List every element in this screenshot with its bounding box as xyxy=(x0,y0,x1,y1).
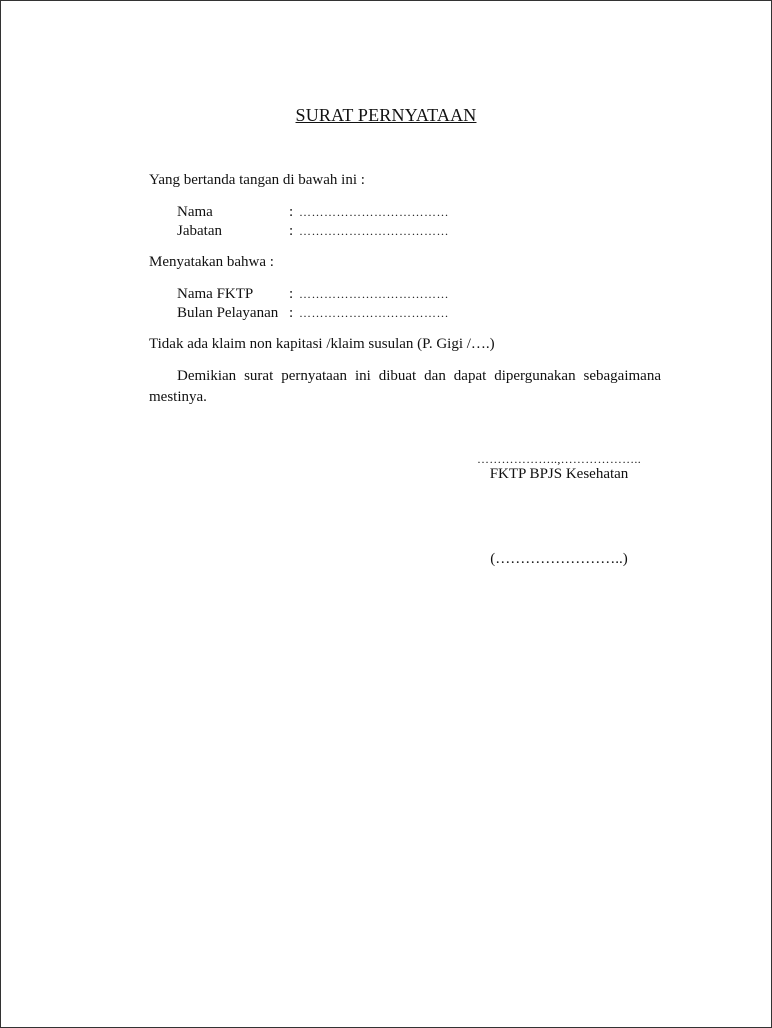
signature-organization: FKTP BPJS Kesehatan xyxy=(489,466,629,482)
signature-place-date: ………………..,……………….. xyxy=(476,452,642,466)
field-colon: : xyxy=(289,223,294,239)
field-colon: : xyxy=(289,204,294,220)
field-label: Nama xyxy=(177,204,213,220)
closing-paragraph: Demikian surat pernyataan ini dibuat dan dapat dipergunakan sebagaimana mestinya. xyxy=(149,368,661,405)
field-label: Nama FKTP xyxy=(177,286,254,302)
field-label: Bulan Pelayanan xyxy=(177,305,279,321)
field-label: Jabatan xyxy=(177,223,222,239)
field-blank: ……………………………… xyxy=(299,306,449,320)
field-bulan-pelayanan xyxy=(177,305,449,322)
field-blank: ……………………………… xyxy=(299,205,449,219)
field-jabatan xyxy=(177,223,449,240)
field-nama-fktp xyxy=(177,286,449,303)
field-colon: : xyxy=(289,286,294,302)
intro-text: Yang bertanda tangan di bawah ini : xyxy=(149,172,365,188)
field-nama xyxy=(177,204,449,221)
statement-text: Tidak ada klaim non kapitasi /klaim susulan (P. Gigi /….) xyxy=(149,336,495,352)
signature-name-placeholder: (……………………..) xyxy=(490,551,628,567)
declare-heading: Menyatakan bahwa : xyxy=(149,254,274,270)
field-colon: : xyxy=(289,305,294,321)
field-blank: ……………………………… xyxy=(299,224,449,238)
document-title: SURAT PERNYATAAN xyxy=(295,105,477,125)
field-blank: ……………………………… xyxy=(299,287,449,301)
